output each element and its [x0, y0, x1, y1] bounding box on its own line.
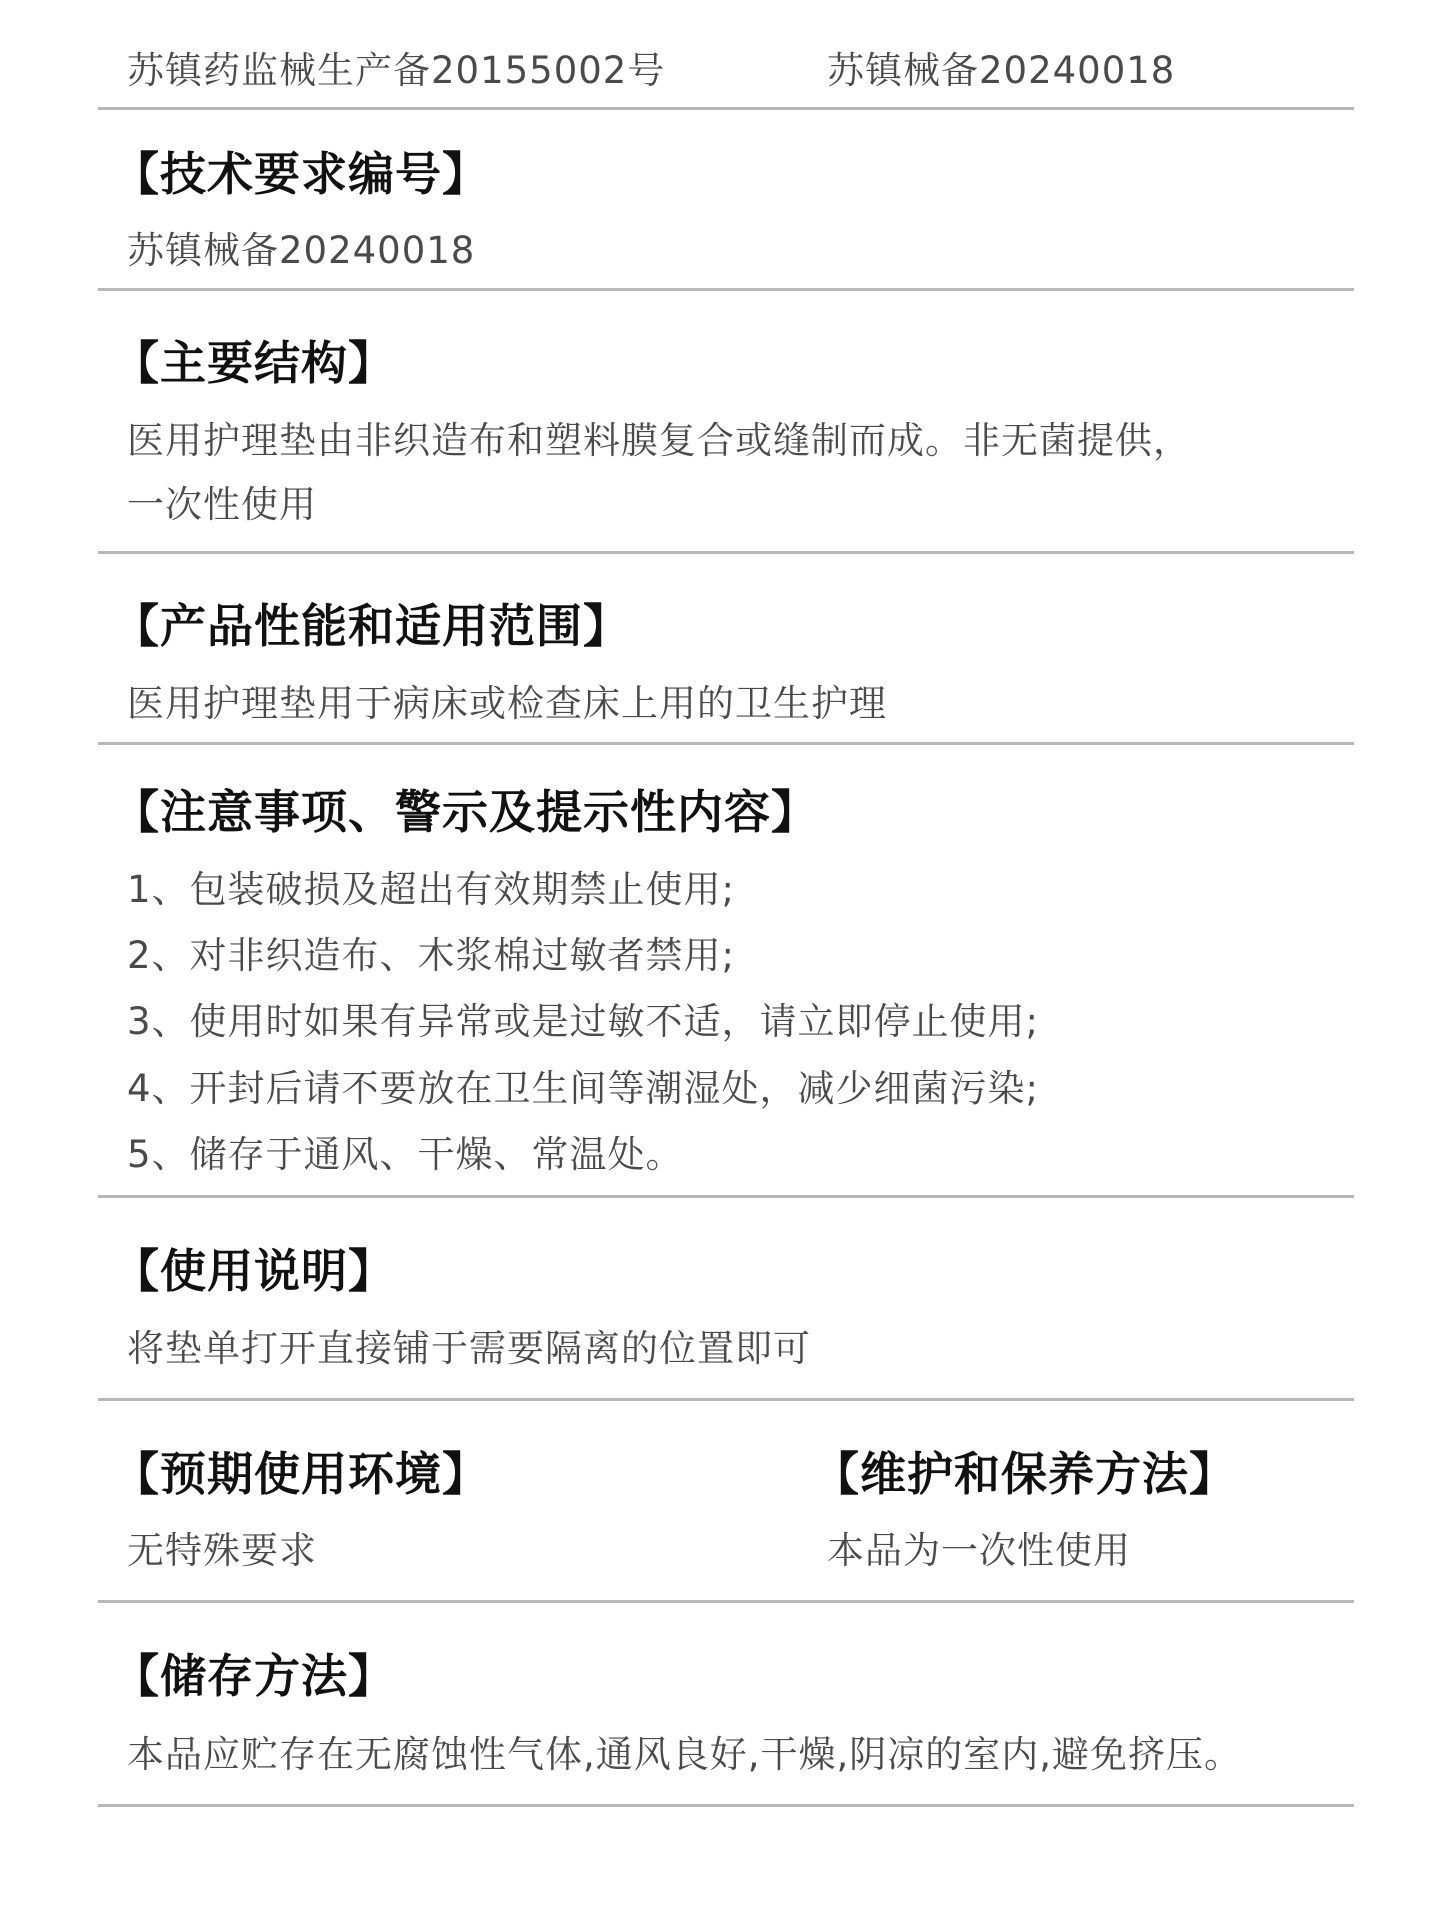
precaution-item-3: 3、使用时如果有异常或是过敏不适，请立即停止使用; [127, 1000, 1040, 1043]
maintenance-heading: 【维护和保养方法】 [813, 1447, 1236, 1501]
maintenance-value: 本品为一次性使用 [827, 1529, 1131, 1572]
tech-requirement-heading: 【技术要求编号】 [113, 147, 489, 201]
instructions-value: 将垫单打开直接铺于需要隔离的位置即可 [127, 1327, 811, 1370]
divider [98, 107, 1354, 110]
tech-requirement-value: 苏镇械备20240018 [127, 229, 476, 272]
main-structure-line-2: 一次性使用 [127, 483, 317, 526]
performance-scope-value: 医用护理垫用于病床或检查床上用的卫生护理 [127, 682, 887, 725]
divider [98, 742, 1354, 745]
precautions-heading: 【注意事项、警示及提示性内容】 [113, 785, 818, 839]
storage-value: 本品应贮存在无腐蚀性气体,通风良好,干燥,阴凉的室内,避免挤压。 [127, 1733, 1243, 1776]
environment-heading: 【预期使用环境】 [113, 1447, 489, 1501]
divider [98, 1804, 1354, 1807]
performance-scope-heading: 【产品性能和适用范围】 [113, 599, 630, 653]
product-record-value: 苏镇械备20240018 [827, 49, 1176, 92]
divider [98, 288, 1354, 291]
environment-value: 无特殊要求 [127, 1529, 317, 1572]
precaution-item-2: 2、对非织造布、木浆棉过敏者禁用; [127, 934, 736, 977]
precaution-item-4: 4、开封后请不要放在卫生间等潮湿处，减少细菌污染; [127, 1067, 1040, 1110]
precaution-item-1: 1、包装破损及超出有效期禁止使用; [127, 868, 736, 911]
divider [98, 1195, 1354, 1198]
instructions-heading: 【使用说明】 [113, 1244, 395, 1298]
production-record-heading-cut [113, 0, 493, 3]
main-structure-heading: 【主要结构】 [113, 336, 395, 390]
divider [98, 551, 1354, 554]
storage-heading: 【储存方法】 [113, 1649, 395, 1703]
main-structure-line-1: 医用护理垫由非织造布和塑料膜复合或缝制而成。非无菌提供， [127, 419, 1191, 462]
precaution-item-5: 5、储存于通风、干燥、常温处。 [127, 1133, 684, 1176]
divider [98, 1600, 1354, 1603]
divider [98, 1398, 1354, 1401]
production-record-value: 苏镇药监械生产备20155002号 [127, 49, 666, 92]
